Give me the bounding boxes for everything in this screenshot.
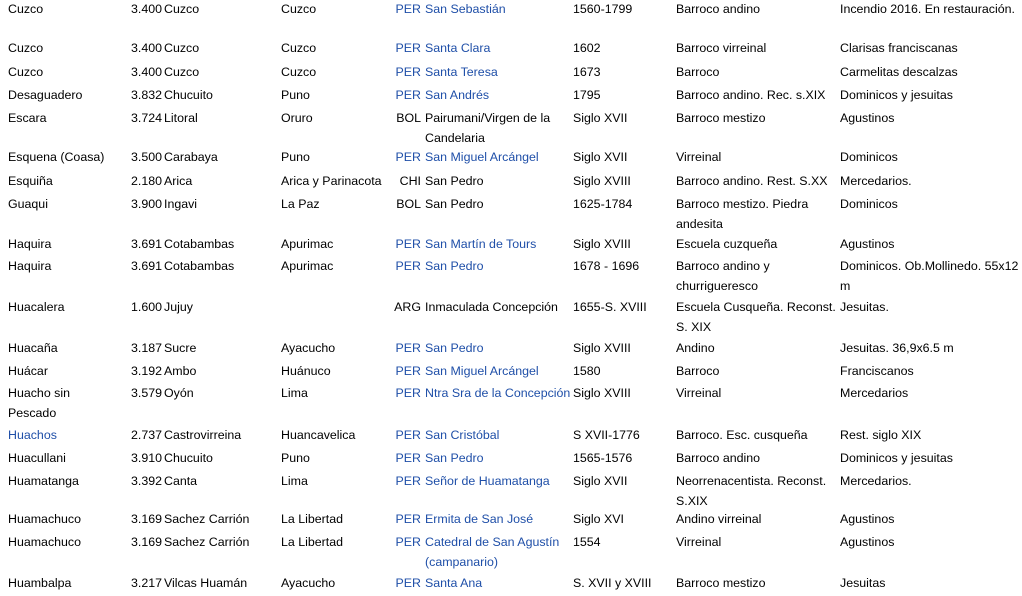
cell-orders[interactable]: Jesuitas. 36,9x6.5 m bbox=[840, 341, 954, 355]
cell-department[interactable]: Arica y Parinacota bbox=[281, 174, 382, 188]
cell-church[interactable]: Santa Clara bbox=[425, 41, 491, 55]
cell-town[interactable]: Huacalera bbox=[8, 300, 65, 314]
cell-altitude[interactable]: 1.600 bbox=[130, 300, 162, 314]
cell-department[interactable]: Ayacucho bbox=[281, 341, 336, 355]
cell-orders[interactable]: Mercedarios. bbox=[840, 174, 912, 188]
cell-department[interactable]: Huancavelica bbox=[281, 428, 356, 442]
cell-church[interactable]: San Pedro bbox=[425, 259, 484, 273]
cell-altitude[interactable]: 3.169 bbox=[130, 535, 162, 549]
cell-style[interactable]: Virreinal bbox=[676, 150, 722, 164]
cell-style[interactable]: Escuela cuzqueña bbox=[676, 237, 778, 251]
cell-date[interactable]: 1554 bbox=[573, 535, 601, 549]
cell-altitude[interactable]: 2.180 bbox=[130, 174, 162, 188]
cell-altitude[interactable]: 3.500 bbox=[130, 150, 162, 164]
cell-church[interactable]: Santa Teresa bbox=[425, 65, 498, 79]
cell-town[interactable]: Huacho sin Pescado bbox=[8, 386, 70, 420]
cell-province[interactable]: Sucre bbox=[164, 341, 197, 355]
cell-country[interactable]: BOL bbox=[396, 197, 421, 211]
cell-orders[interactable]: Franciscanos bbox=[840, 364, 914, 378]
cell-town[interactable]: Esquiña bbox=[8, 174, 53, 188]
cell-province[interactable]: Cotabambas bbox=[164, 259, 235, 273]
cell-altitude[interactable]: 3.169 bbox=[130, 512, 162, 526]
cell-church[interactable]: San Pedro bbox=[425, 341, 484, 355]
cell-department[interactable]: Apurimac bbox=[281, 259, 334, 273]
cell-country[interactable]: PER bbox=[395, 150, 421, 164]
cell-style[interactable]: Barroco bbox=[676, 65, 720, 79]
cell-date[interactable]: 1560-1799 bbox=[573, 2, 633, 16]
cell-altitude[interactable]: 3.691 bbox=[130, 237, 162, 251]
cell-department[interactable]: Cuzco bbox=[281, 41, 317, 55]
cell-department[interactable]: Apurimac bbox=[281, 237, 334, 251]
cell-church[interactable]: Santa Ana bbox=[425, 576, 483, 590]
cell-date[interactable]: 1655-S. XVIII bbox=[573, 300, 647, 314]
cell-town[interactable]: Haquira bbox=[8, 259, 52, 273]
cell-style[interactable]: Barroco mestizo bbox=[676, 576, 766, 590]
cell-church[interactable]: San Sebastián bbox=[425, 2, 506, 16]
cell-province[interactable]: Cuzco bbox=[164, 41, 200, 55]
cell-style[interactable]: Escuela Cusqueña. Reconst. S. XIX bbox=[676, 300, 836, 334]
cell-country[interactable]: PER bbox=[395, 65, 421, 79]
cell-country[interactable]: PER bbox=[395, 535, 421, 549]
cell-date[interactable]: 1580 bbox=[573, 364, 601, 378]
cell-country[interactable]: PER bbox=[395, 364, 421, 378]
cell-town[interactable]: Guaqui bbox=[8, 197, 48, 211]
cell-department[interactable]: Cuzco bbox=[281, 65, 317, 79]
cell-province[interactable]: Canta bbox=[164, 474, 198, 488]
cell-church[interactable]: Catedral de San Agustín (campanario) bbox=[425, 535, 560, 569]
cell-country[interactable]: PER bbox=[395, 237, 421, 251]
cell-date[interactable]: 1625-1784 bbox=[573, 197, 633, 211]
cell-altitude[interactable]: 3.400 bbox=[130, 2, 162, 16]
cell-country[interactable]: BOL bbox=[396, 111, 421, 125]
cell-style[interactable]: Neorrenacentista. Reconst. S.XIX bbox=[676, 474, 827, 508]
cell-orders[interactable]: Mercedarios. bbox=[840, 474, 912, 488]
cell-department[interactable]: La Libertad bbox=[281, 535, 344, 549]
cell-country[interactable]: PER bbox=[395, 41, 421, 55]
cell-date[interactable]: 1795 bbox=[573, 88, 601, 102]
cell-country[interactable]: PER bbox=[395, 341, 421, 355]
cell-country[interactable]: PER bbox=[395, 451, 421, 465]
cell-department[interactable]: La Paz bbox=[281, 197, 320, 211]
cell-altitude[interactable]: 3.392 bbox=[130, 474, 162, 488]
cell-country[interactable]: PER bbox=[395, 474, 421, 488]
cell-style[interactable]: Virreinal bbox=[676, 386, 722, 400]
cell-department[interactable]: Puno bbox=[281, 88, 310, 102]
cell-church[interactable]: San Miguel Arcángel bbox=[425, 364, 539, 378]
cell-orders[interactable]: Agustinos bbox=[840, 512, 895, 526]
cell-town[interactable]: Desaguadero bbox=[8, 88, 83, 102]
cell-town[interactable]: Cuzco bbox=[8, 65, 44, 79]
cell-department[interactable]: Puno bbox=[281, 451, 310, 465]
cell-province[interactable]: Chucuito bbox=[164, 88, 213, 102]
cell-altitude[interactable]: 3.724 bbox=[130, 111, 162, 125]
cell-altitude[interactable]: 3.910 bbox=[130, 451, 162, 465]
cell-orders[interactable]: Dominicos y jesuitas bbox=[840, 88, 953, 102]
cell-style[interactable]: Virreinal bbox=[676, 535, 722, 549]
cell-orders[interactable]: Jesuitas. bbox=[840, 300, 889, 314]
cell-date[interactable]: Siglo XVI bbox=[573, 512, 624, 526]
cell-province[interactable]: Jujuy bbox=[164, 300, 193, 314]
cell-province[interactable]: Castrovirreina bbox=[164, 428, 242, 442]
cell-town[interactable]: Huamatanga bbox=[8, 474, 79, 488]
cell-orders[interactable]: Agustinos bbox=[840, 237, 895, 251]
cell-style[interactable]: Barroco bbox=[676, 364, 720, 378]
cell-altitude[interactable]: 3.400 bbox=[130, 65, 162, 79]
cell-province[interactable]: Cotabambas bbox=[164, 237, 235, 251]
cell-province[interactable]: Carabaya bbox=[164, 150, 218, 164]
cell-town[interactable]: Cuzco bbox=[8, 41, 44, 55]
cell-altitude[interactable]: 3.832 bbox=[130, 88, 162, 102]
cell-province[interactable]: Arica bbox=[164, 174, 193, 188]
cell-church[interactable]: San Pedro bbox=[425, 174, 484, 188]
cell-department[interactable]: Lima bbox=[281, 386, 308, 400]
cell-church[interactable]: San Miguel Arcángel bbox=[425, 150, 539, 164]
cell-date[interactable]: 1673 bbox=[573, 65, 601, 79]
cell-province[interactable]: Cuzco bbox=[164, 65, 200, 79]
cell-style[interactable]: Barroco. Esc. cusqueña bbox=[676, 428, 808, 442]
cell-date[interactable]: 1565-1576 bbox=[573, 451, 633, 465]
cell-style[interactable]: Barroco mestizo bbox=[676, 111, 766, 125]
cell-date[interactable]: 1678 - 1696 bbox=[573, 259, 640, 273]
cell-town[interactable]: Haquira bbox=[8, 237, 52, 251]
cell-province[interactable]: Ingavi bbox=[164, 197, 198, 211]
cell-province[interactable]: Cuzco bbox=[164, 2, 200, 16]
cell-date[interactable]: 1602 bbox=[573, 41, 601, 55]
cell-orders[interactable]: Incendio 2016. En restauración. bbox=[840, 2, 1015, 16]
cell-department[interactable]: Huánuco bbox=[281, 364, 331, 378]
cell-orders[interactable]: Clarisas franciscanas bbox=[840, 41, 958, 55]
cell-altitude[interactable]: 3.192 bbox=[130, 364, 162, 378]
cell-province[interactable]: Sachez Carrión bbox=[164, 512, 250, 526]
cell-department[interactable]: La Libertad bbox=[281, 512, 344, 526]
cell-country[interactable]: PER bbox=[395, 259, 421, 273]
cell-date[interactable]: Siglo XVIII bbox=[573, 174, 631, 188]
cell-orders[interactable]: Mercedarios bbox=[840, 386, 909, 400]
cell-town[interactable]: Huacullani bbox=[8, 451, 66, 465]
cell-date[interactable]: Siglo XVIII bbox=[573, 341, 631, 355]
cell-province[interactable]: Litoral bbox=[164, 111, 198, 125]
cell-church[interactable]: Pairumani/Virgen de la Candelaria bbox=[425, 111, 551, 145]
cell-province[interactable]: Ambo bbox=[164, 364, 197, 378]
cell-style[interactable]: Andino bbox=[676, 341, 715, 355]
cell-country[interactable]: PER bbox=[395, 576, 421, 590]
cell-town[interactable]: Huacaña bbox=[8, 341, 58, 355]
cell-style[interactable]: Barroco andino bbox=[676, 2, 761, 16]
cell-country[interactable]: PER bbox=[395, 512, 421, 526]
cell-town[interactable]: Huambalpa bbox=[8, 576, 72, 590]
cell-orders[interactable]: Dominicos bbox=[840, 197, 898, 211]
cell-orders[interactable]: Jesuitas bbox=[840, 576, 886, 590]
cell-date[interactable]: S XVII-1776 bbox=[573, 428, 640, 442]
cell-altitude[interactable]: 3.691 bbox=[130, 259, 162, 273]
cell-country[interactable]: PER bbox=[395, 2, 421, 16]
cell-church[interactable]: Señor de Huamatanga bbox=[425, 474, 550, 488]
cell-altitude[interactable]: 3.187 bbox=[130, 341, 162, 355]
cell-style[interactable]: Barroco andino bbox=[676, 451, 761, 465]
cell-date[interactable]: Siglo XVII bbox=[573, 150, 628, 164]
cell-style[interactable]: Barroco andino y churrigueresco bbox=[676, 259, 770, 293]
cell-town[interactable]: Cuzco bbox=[8, 2, 44, 16]
cell-town[interactable]: Escara bbox=[8, 111, 47, 125]
cell-province[interactable]: Sachez Carrión bbox=[164, 535, 250, 549]
cell-orders[interactable]: Agustinos bbox=[840, 535, 895, 549]
cell-style[interactable]: Andino virreinal bbox=[676, 512, 762, 526]
cell-church[interactable]: San Pedro bbox=[425, 197, 484, 211]
cell-altitude[interactable]: 3.579 bbox=[130, 386, 162, 400]
cell-country[interactable]: PER bbox=[395, 428, 421, 442]
cell-church[interactable]: San Pedro bbox=[425, 451, 484, 465]
cell-date[interactable]: Siglo XVIII bbox=[573, 237, 631, 251]
cell-town[interactable]: Huácar bbox=[8, 364, 48, 378]
cell-orders[interactable]: Agustinos bbox=[840, 111, 895, 125]
cell-orders[interactable]: Carmelitas descalzas bbox=[840, 65, 958, 79]
cell-province[interactable]: Chucuito bbox=[164, 451, 213, 465]
cell-town[interactable]: Huachos bbox=[8, 428, 57, 442]
cell-department[interactable]: Oruro bbox=[281, 111, 313, 125]
cell-altitude[interactable]: 3.400 bbox=[130, 41, 162, 55]
cell-style[interactable]: Barroco mestizo. Piedra andesita bbox=[676, 197, 809, 231]
cell-date[interactable]: Siglo XVII bbox=[573, 474, 628, 488]
cell-country[interactable]: ARG bbox=[394, 300, 421, 314]
cell-date[interactable]: Siglo XVII bbox=[573, 111, 628, 125]
cell-country[interactable]: CHI bbox=[399, 174, 421, 188]
cell-church[interactable]: San Andrés bbox=[425, 88, 490, 102]
cell-province[interactable]: Vilcas Huamán bbox=[164, 576, 248, 590]
cell-department[interactable]: Ayacucho bbox=[281, 576, 336, 590]
cell-department[interactable]: Puno bbox=[281, 150, 310, 164]
cell-province[interactable]: Oyón bbox=[164, 386, 194, 400]
cell-church[interactable]: Ntra Sra de la Concepción bbox=[425, 386, 571, 400]
cell-date[interactable]: S. XVII y XVIII bbox=[573, 576, 652, 590]
cell-altitude[interactable]: 3.217 bbox=[130, 576, 162, 590]
cell-altitude[interactable]: 3.900 bbox=[130, 197, 162, 211]
cell-town[interactable]: Esquena (Coasa) bbox=[8, 150, 105, 164]
cell-style[interactable]: Barroco andino. Rest. S.XX bbox=[676, 174, 828, 188]
cell-church[interactable]: Ermita de San José bbox=[425, 512, 534, 526]
cell-orders[interactable]: Dominicos y jesuitas bbox=[840, 451, 953, 465]
cell-department[interactable]: Lima bbox=[281, 474, 308, 488]
cell-orders[interactable]: Dominicos. Ob.Mollinedo. 55x12 m bbox=[840, 259, 1019, 293]
cell-church[interactable]: San Martín de Tours bbox=[425, 237, 537, 251]
cell-date[interactable]: Siglo XVIII bbox=[573, 386, 631, 400]
cell-country[interactable]: PER bbox=[395, 386, 421, 400]
cell-style[interactable]: Barroco virreinal bbox=[676, 41, 767, 55]
cell-church[interactable]: Inmaculada Concepción bbox=[425, 300, 558, 314]
cell-orders[interactable]: Rest. siglo XIX bbox=[840, 428, 922, 442]
cell-town[interactable]: Huamachuco bbox=[8, 512, 82, 526]
cell-department[interactable]: Cuzco bbox=[281, 2, 317, 16]
cell-altitude[interactable]: 2.737 bbox=[130, 428, 162, 442]
cell-town[interactable]: Huamachuco bbox=[8, 535, 82, 549]
cell-country[interactable]: PER bbox=[395, 88, 421, 102]
cell-church[interactable]: San Cristóbal bbox=[425, 428, 500, 442]
cell-style[interactable]: Barroco andino. Rec. s.XIX bbox=[676, 88, 826, 102]
cell-orders[interactable]: Dominicos bbox=[840, 150, 898, 164]
